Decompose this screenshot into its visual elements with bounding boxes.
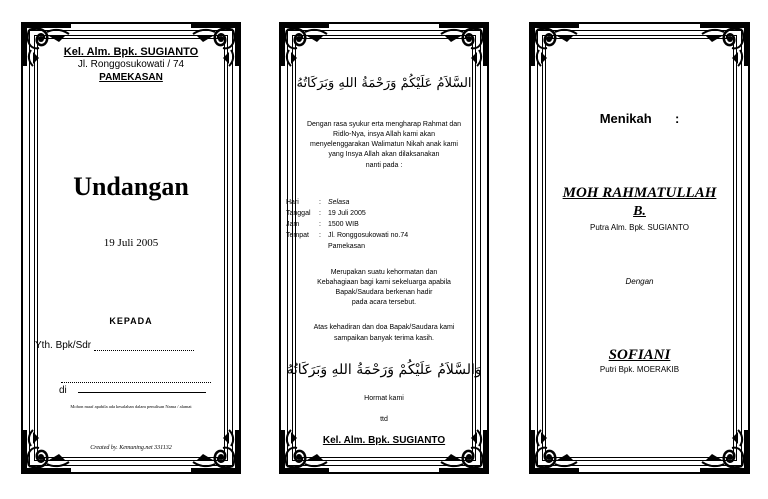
corner-ornament-icon (698, 20, 752, 68)
honor-line: Merupakan suatu kehormatan dan (330, 269, 438, 276)
thanks-line: Atas kehadiran dan doa Bapak/Saudara kami (313, 324, 455, 331)
design-credit: Created by. Kemuning.net 331132 (90, 445, 172, 451)
greeting-calligraphy: السَّلاَمُ عَلَيْكُمْ وَرَحْمَةُ اللهِ وَبَرَكَاتُهُ (296, 76, 472, 91)
sender-city: PAMEKASAN (99, 72, 163, 83)
groom-parent: Putra Alm. Bpk. SUGIANTO (590, 223, 689, 232)
recipient-line-2[interactable] (61, 365, 211, 383)
corner-ornament-icon (437, 428, 491, 476)
recipient-place-label: di (59, 385, 67, 396)
opening-line: yang Insya Allah akan dilaksanakan (328, 151, 440, 158)
thanks-line: sampaikan banyak terima kasih. (334, 335, 434, 342)
groom-name: MOH RAHMATULLAH (562, 185, 717, 201)
sender-address: Jl. Ronggosukowati / 74 (77, 59, 185, 70)
detail-value: Pamekasan (328, 243, 365, 250)
bride-parent: Putri Bpk. MOERAKIB (599, 365, 680, 374)
corner-ornament-icon (277, 20, 331, 68)
invitation-title: Undangan (73, 172, 189, 201)
corner-ornament-icon (19, 20, 73, 68)
honor-line: Kebahagiaan bagi kami sekeluarga apabila (317, 279, 451, 286)
signature-family: Kel. Alm. Bpk. SUGIANTO (322, 435, 446, 446)
honor-line: Bapak/Saudara berkenan hadir (335, 289, 433, 296)
recipient-place-line[interactable] (59, 384, 206, 396)
corner-ornament-icon (437, 20, 491, 68)
regards: Hormat kami (364, 395, 404, 402)
signature-mark: ttd (380, 416, 388, 423)
corner-ornament-icon (527, 20, 581, 68)
cover-card (21, 22, 241, 474)
bride-name: SOFIANI (608, 347, 671, 363)
couple-card (529, 22, 750, 474)
detail-value: Jl. Ronggosukowati no.74 (328, 232, 409, 239)
honor-line: pada acara tersebut. (351, 299, 417, 306)
opening-line: nanti pada : (365, 162, 403, 169)
sender-family: Kel. Alm. Bpk. SUGIANTO (63, 46, 199, 58)
opening-line: menyelenggarakan Walimatun Nikah anak kami (310, 141, 458, 148)
inside-card: السَّلاَمُ عَلَيْكُمْ وَرَحْمَةُ اللهِ وَبَرَكَاتُهُ Dengan rasa syukur erta mengharap Rahmat dan Ridlo-Nya, insya Allah kami akan menyelenggarakan Walimatun Nikah anak kami yang Insya Allah akan dilaksanakan nanti pada : Hari : Selasa Tanggal : 19 Juli 2005 Jam : 1500 WIB Tempat : Jl. Ronggosukowati no.74 Pamekasan Merupakan suatu kehormatan dan Kebahagiaan bagi kami sekeluarga apabila Bapak/Saudara berkenan hadir pada acara tersebut. Atas kehadiran dan doa Bapak/Saudara kami sampaikan banyak terima kasih. وَالسَّلاَمُ عَلَيْكُمْ وَرَحْمَةُ اللهِ وَبَرَكَاتُهُ Hormat kami ttd Kel. Alm. Bpk. SUGIANTO (279, 22, 489, 474)
married-label: Menikah (599, 111, 652, 126)
married-heading (531, 111, 748, 126)
corner-ornament-icon (189, 428, 243, 476)
married-colon: : (674, 111, 680, 126)
detail-label: Tempat (286, 232, 309, 239)
detail-label: Jam (286, 221, 300, 228)
corner-ornament-icon (277, 428, 331, 476)
detail-value: 1500 WIB (328, 221, 359, 228)
groom-name-suffix: B. (633, 204, 646, 219)
detail-label: Hari (286, 199, 299, 206)
cover-date: 19 Juli 2005 (103, 237, 159, 249)
connector-word: Dengan (625, 277, 654, 286)
recipient-heading: KEPADA (109, 316, 153, 326)
recipient-prefix: Yth. Bpk/Sdr (35, 340, 92, 351)
closing-calligraphy: وَالسَّلاَمُ عَلَيْكُمْ وَرَحْمَةُ اللهِ وَبَرَكَاتُهُ (286, 362, 482, 378)
opening-line: Ridlo-Nya, insya Allah kami akan (333, 131, 435, 138)
corner-ornament-icon (19, 428, 73, 476)
detail-label: Tanggal (286, 210, 311, 217)
apology-note: Mohon maaf apabila ada kesalahan dalam penulisan Nama / alamat (70, 404, 192, 409)
corner-ornament-icon (189, 20, 243, 68)
corner-ornament-icon (527, 428, 581, 476)
detail-value: Selasa (328, 199, 350, 206)
detail-value: 19 Juli 2005 (328, 210, 366, 217)
corner-ornament-icon (698, 428, 752, 476)
recipient-line[interactable] (35, 340, 194, 351)
opening-line: Dengan rasa syukur erta mengharap Rahmat dan (306, 121, 462, 128)
